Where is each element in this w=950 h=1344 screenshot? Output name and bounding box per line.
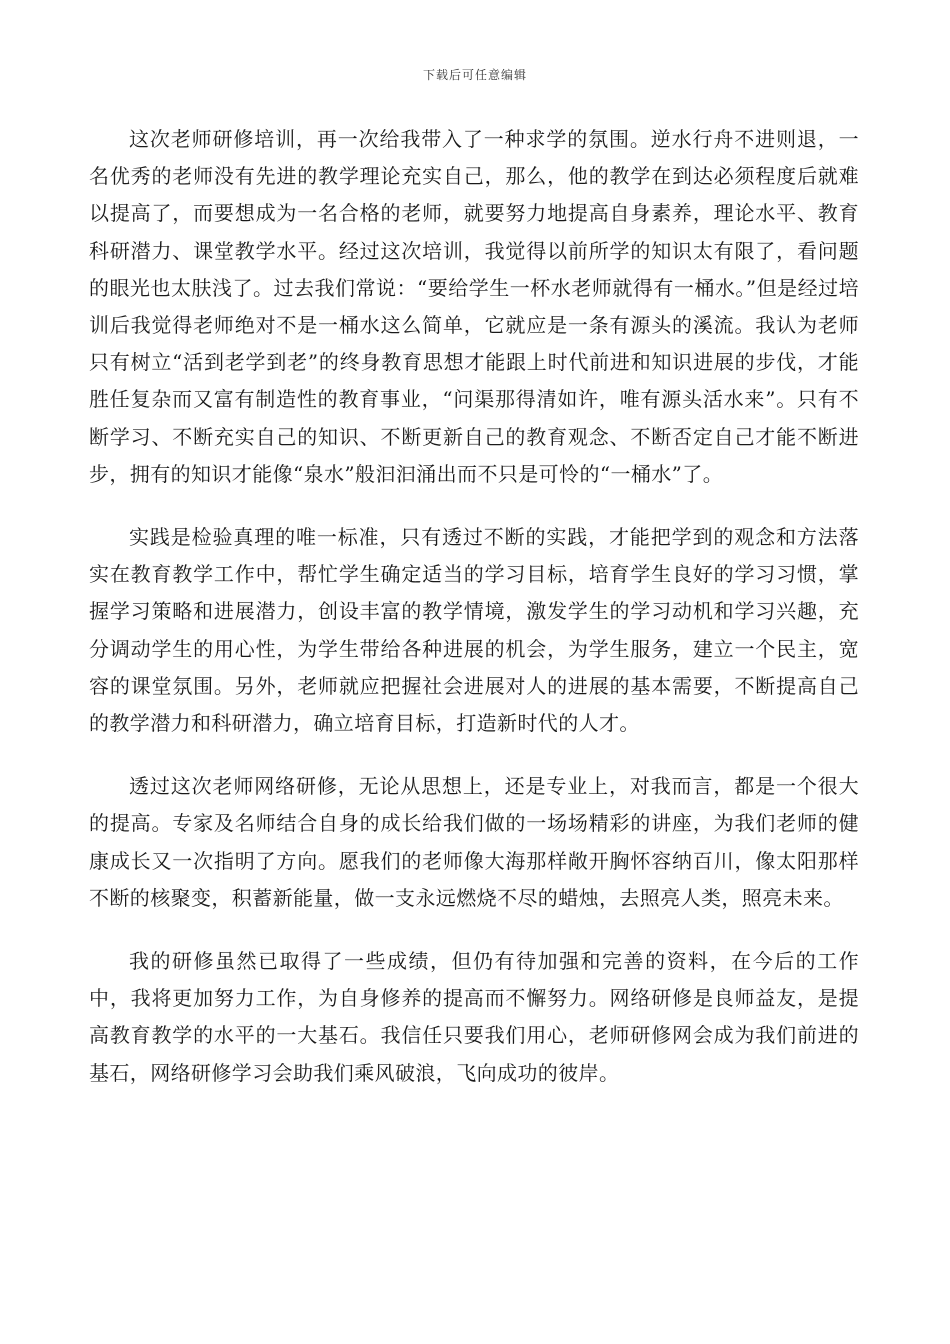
paragraph-4: 我的研修虽然已取得了一些成绩，但仍有待加强和完善的资料，在今后的工作中，我将更加努力工作，为自身修养的提高而不懈努力。网络研修是良师益友，是提高教育教学的水平的一大基石。我信任只要我们用心，老师研修网会成为我们前进的基石，网络研修学习会助我们乘风破浪，飞向成功的彼岸。: [89, 949, 859, 1085]
paragraph-2: 实践是检验真理的唯一标准，只有透过不断的实践，才能把学到的观念和方法落实在教育教学工作中，帮忙学生确定适当的学习目标，培育学生良好的学习习惯，掌握学习策略和进展潜力，创设丰富的教学情境，激发学生的学习动机和学习兴趣，充分调动学生的用心性，为学生带给各种进展的机会，为学生服务，建立一个民主，宽容的课堂氛围。另外，老师就应把握社会进展对人的进展的基本需要，不断提高自己的教学潜力和科研潜力，确立培育目标，打造新时代的人才。: [89, 525, 859, 736]
paragraph-3: 透过这次老师网络研修，无论从思想上，还是专业上，对我而言，都是一个很大的提高。专家及名师结合自身的成长给我们做的一场场精彩的讲座，为我们老师的健康成长又一次指明了方向。愿我们的老师像大海那样敞开胸怀容纳百川，像太阳那样不断的核聚变，积蓄新能量，做一支永远燃烧不尽的蜡烛，去照亮人类，照亮未来。: [89, 774, 859, 910]
page-header: 下载后可任意编辑: [422, 68, 527, 82]
document-body: [89, 121, 859, 1118]
paragraph-1: 这次老师研修培训，再一次给我带入了一种求学的氛围。逆水行舟不进则退，一名优秀的老师没有先进的教学理论充实自己，那么，他的教学在到达必须程度后就难以提高了，而要想成为一名合格的老师，就要努力地提高自身素养，理论水平、教育科研潜力、课堂教学水平。经过这次培训，我觉得以前所学的知识太有限了，看问题的眼光也太肤浅了。过去我们常说：“要给学生一杯水老师就得有一桶水。”但是经过培训后我觉得老师绝对不是一桶水这么简单，它就应是一条有源头的溪流。我认为老师只有树立“活到老学到老”的终身教育思想才能跟上时代前进和知识进展的步伐，才能胜任复杂而又富有制造性的教育事业，“问渠那得清如许，唯有源头活水来”。只有不断学习、不断充实自己的知识、不断更新自己的教育观念、不断否定自己才能不断进步，拥有的知识才能像“泉水”般汩汩涌出而不只是可怜的“一桶水”了。: [89, 127, 859, 486]
